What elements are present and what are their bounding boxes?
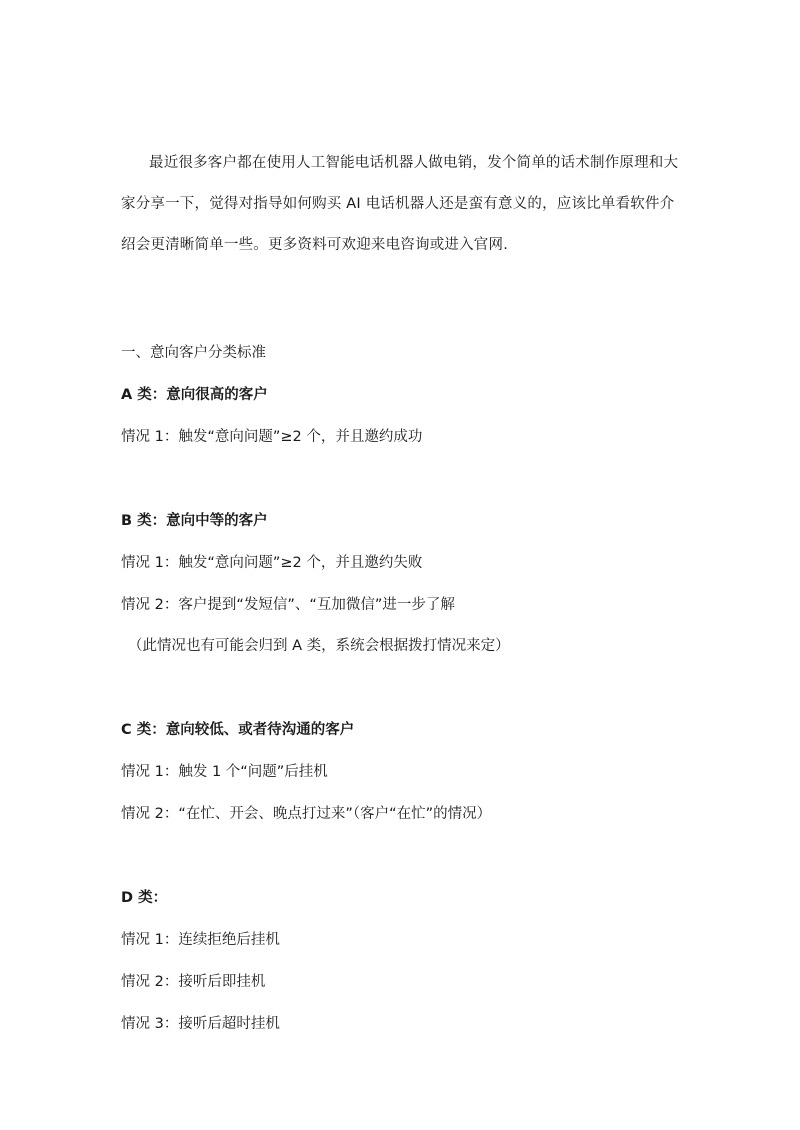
- category-d-case-1: 情况 1：连续拒绝后挂机: [121, 932, 280, 948]
- category-b-title: B 类：意向中等的客户: [121, 513, 268, 529]
- section-title: 一、意向客户分类标准: [121, 345, 266, 361]
- category-b-note: （此情况也有可能会归到 A 类，系统会根据拨打情况来定）: [128, 638, 510, 654]
- category-c-title: C 类：意向较低、或者待沟通的客户: [121, 722, 355, 738]
- category-d-case-2: 情况 2：接听后即挂机: [121, 974, 266, 990]
- category-a-title: A 类：意向很高的客户: [121, 387, 268, 403]
- intro-paragraph: 最近很多客户都在使用人工智能电话机器人做电销，发个简单的话术制作原理和大家分享一下，觉得对指导如何购买 AI 电话机器人还是蛮有意义的，应该比单看软件介绍会更清晰简单一些。更多资料可欢迎来电咨询或进入官网.: [121, 155, 679, 253]
- category-b-case-2: 情况 2：客户提到“发短信”、“互加微信”进一步了解: [121, 597, 455, 613]
- category-c-case-2: 情况 2：“在忙、开会、晚点打过来”（客户“在忙”的情况）: [121, 806, 492, 822]
- category-b-case-1: 情况 1：触发“意向问题”≥2 个，并且邀约失败: [121, 555, 423, 571]
- category-d-case-3: 情况 3：接听后超时挂机: [121, 1016, 280, 1032]
- category-d-title: D 类：: [121, 890, 168, 906]
- category-a-case-1: 情况 1：触发“意向问题”≥2 个，并且邀约成功: [121, 429, 423, 445]
- category-c-case-1: 情况 1：触发 1 个“问题”后挂机: [121, 764, 328, 780]
